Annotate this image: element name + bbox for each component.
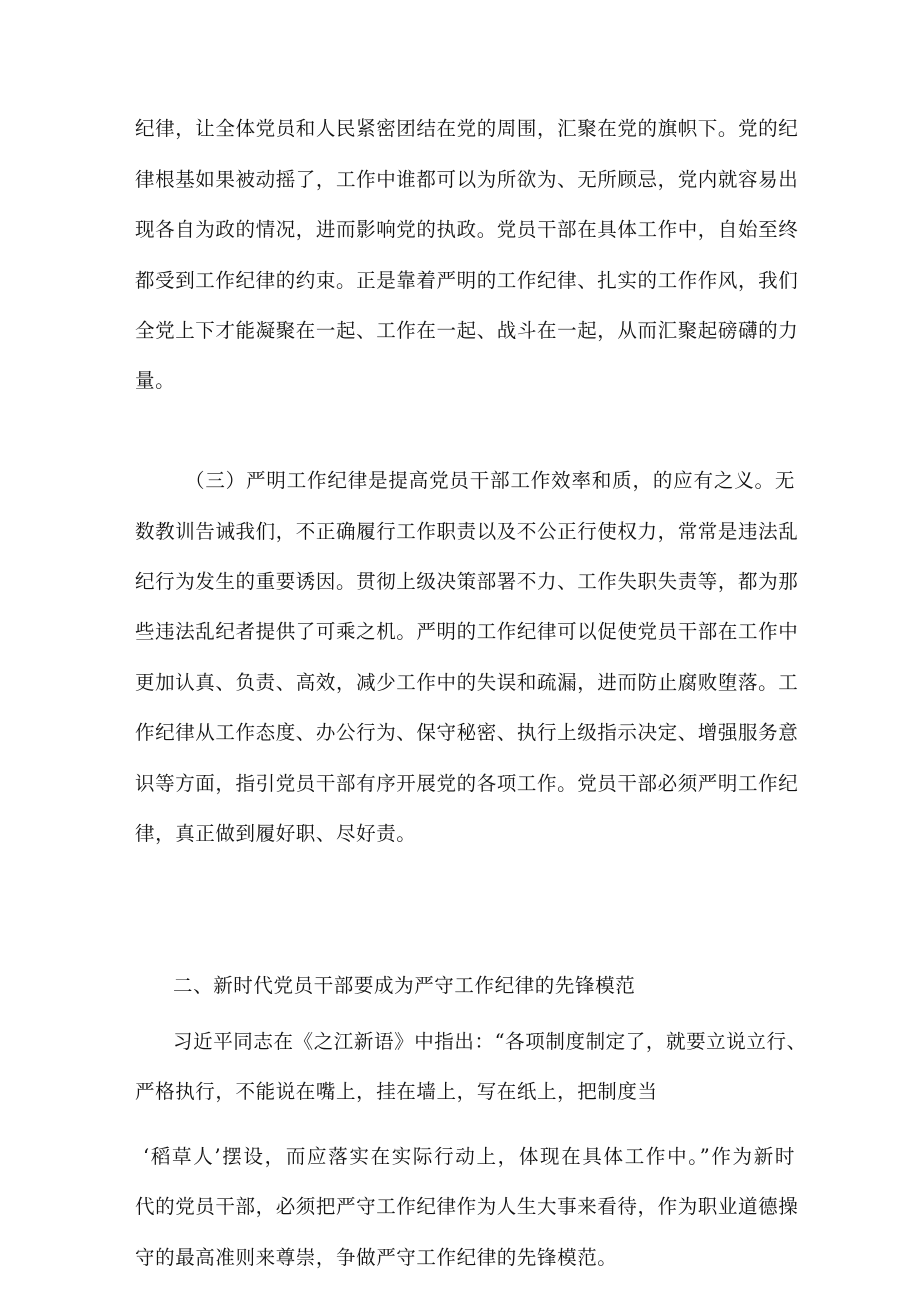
paragraph-2-line-6: 作纪律从工作态度、办公行为、保守秘密、执行上级指示决定、增强服务意 (135, 721, 799, 744)
paragraph-2-line-8: 律，真正做到履好职、尽好责。 (135, 822, 417, 845)
paragraph-2-line-3: 纪行为发生的重要诱因。贯彻上级决策部署不力、工作失职失责等，都为那 (135, 570, 799, 593)
paragraph-3-line-2: 严格执行，不能说在嘴上，挂在墙上，写在纸上，把制度当 (135, 1080, 658, 1103)
paragraph-1-line-1: 纪律，让全体党员和人民紧密团结在党的周围，汇聚在党的旗帜下。党的纪 (135, 117, 799, 140)
paragraph-1-line-6: 量。 (135, 369, 176, 392)
paragraph-4-line-2: 代的党员干部，必须把严守工作纪律作为人生大事来看待，作为职业道德操 (135, 1195, 799, 1218)
paragraph-2-line-2: 数教训告诫我们，不正确履行工作职责以及不公正行使权力，常常是违法乱 (135, 520, 799, 543)
paragraph-3-line-1: 习近平同志在《之江新语》中指出：“各项制度制定了，就要立说立行、 (173, 1030, 807, 1053)
paragraph-1-line-2: 律根基如果被动摇了，工作中谁都可以为所欲为、无所顾忌，党内就容易出 (135, 168, 799, 191)
paragraph-4-line-1: ‘稻草人’摆设，而应落实在实际行动上，体现在具体工作中。”作为新时 (143, 1145, 795, 1168)
paragraph-2-line-7: 识等方面，指引党员干部有序开展党的各项工作。党员干部必须严明工作纪 (135, 772, 799, 795)
paragraph-1-line-5: 全党上下才能凝聚在一起、工作在一起、战斗在一起，从而汇聚起磅礴的力 (135, 319, 799, 342)
paragraph-1-line-4: 都受到工作纪律的约束。正是靠着严明的工作纪律、扎实的工作作风，我们 (135, 269, 799, 292)
paragraph-2-line-4: 些违法乱纪者提供了可乘之机。严明的工作纪律可以促使党员干部在工作中 (135, 620, 799, 643)
paragraph-2-line-5: 更加认真、负责、高效，减少工作中的失误和疏漏，进而防止腐败堕落。工 (135, 671, 799, 694)
paragraph-4-line-3: 守的最高准则来尊崇，争做严守工作纪律的先锋模范。 (135, 1246, 618, 1269)
paragraph-2-line-1: （三）严明工作纪律是提高党员干部工作效率和质，的应有之义。无 (185, 469, 795, 492)
section-heading: 二、新时代党员干部要成为严守工作纪律的先锋模范 (173, 974, 636, 997)
paragraph-1-line-3: 现各自为政的情况，进而影响党的执政。党员干部在具体工作中，自始至终 (135, 218, 799, 241)
